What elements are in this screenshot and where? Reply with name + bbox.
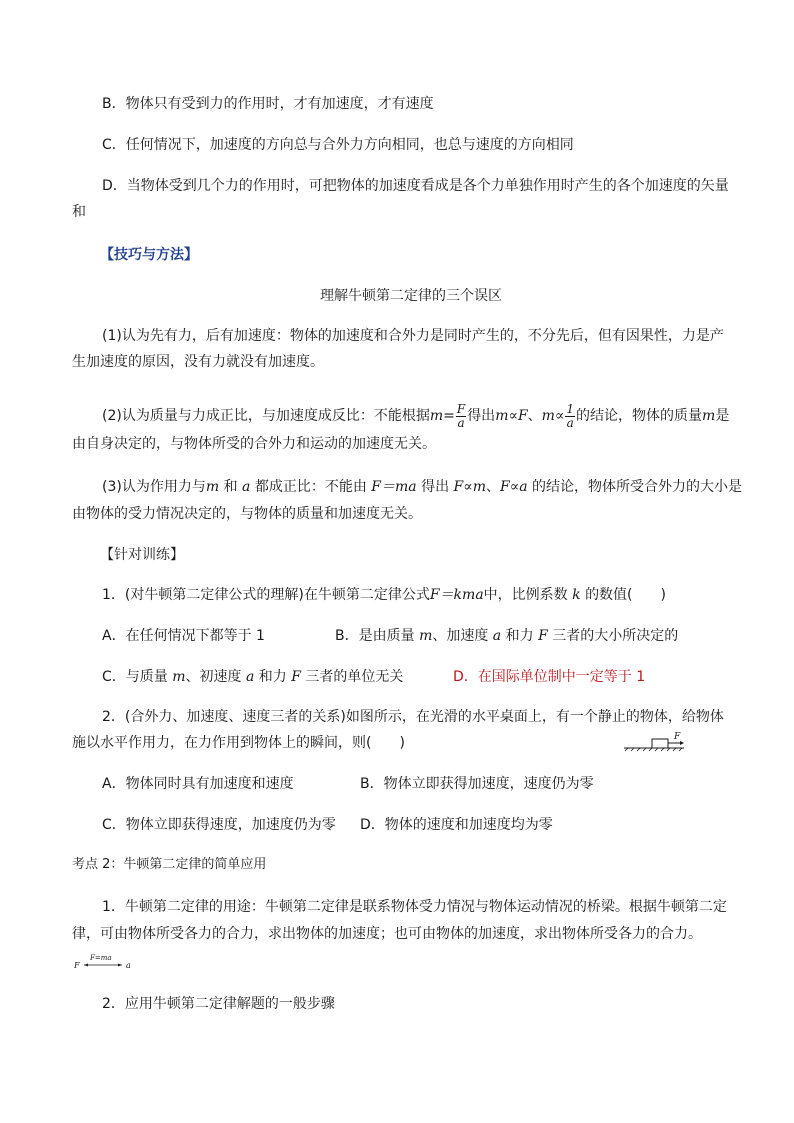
training-heading: 【针对训练】 bbox=[100, 547, 184, 563]
point2-p1-line1: 1．牛顿第二定律的用途：牛顿第二定律是联系物体受力情况与物体运动情况的桥梁。根据牛顿第二定 bbox=[102, 899, 727, 915]
option-b: B．物体只有受到力的作用时，才有加速度，才有速度 bbox=[102, 96, 434, 112]
tips-p2-line1 bbox=[102, 401, 729, 431]
q1-option-d-answer: D．在国际单位制中一定等于 1 bbox=[453, 669, 646, 685]
option-d-line1: D．当物体受到几个力的作用时，可把物体的加速度看成是各个力单独作用时产生的各个加速度的矢量 bbox=[102, 178, 729, 194]
point2-relation-diagram bbox=[72, 950, 142, 972]
p2-frac-1-over-a: $\frac{1}{a}$ bbox=[566, 401, 575, 430]
q1-option-c: C．与质量 m、初速度 a 和力 F 三者的单位无关 bbox=[102, 669, 404, 685]
p2-mF: m∝F bbox=[495, 408, 528, 424]
p2-eq: = bbox=[443, 408, 455, 424]
tips-p3-line2: 由物体的受力情况决定的，与物体的质量和加速度无关。 bbox=[72, 506, 422, 522]
diagram-left-label: F bbox=[74, 961, 80, 970]
q1-option-a: A．在任何情况下都等于 1 bbox=[102, 628, 265, 644]
point2-heading: 考点 2：牛顿第二定律的简单应用 bbox=[72, 857, 267, 872]
q1-option-b: B．是由质量 m、加速度 a 和力 F 三者的大小所决定的 bbox=[335, 628, 679, 644]
p2-end: 是 bbox=[715, 408, 730, 424]
tips-title: 理解牛顿第二定律的三个误区 bbox=[320, 288, 502, 304]
p2-m: m bbox=[429, 408, 444, 424]
p2-m2: m∝ bbox=[541, 408, 565, 424]
p2-frac-f-over-a: $\frac{F}{a}$ bbox=[456, 401, 466, 430]
q2-stem-line1: 2．(合外力、加速度、速度三者的关系)如图所示，在光滑的水平桌面上，有一个静止的物体，给物体 bbox=[102, 709, 724, 725]
point2-p1-line2: 律，可由物体所受各力的合力，求出物体的加速度；也可由物体的加速度，求出物体所受各力的合力。 bbox=[72, 926, 702, 942]
p2-pre: (2)认为质量与力成正比，与加速度成反比：不能根据 bbox=[102, 408, 430, 424]
q1-stem: 1．(对牛顿第二定律公式的理解)在牛顿第二定律公式F＝kma中，比例系数 k 的数值( ) bbox=[102, 587, 666, 603]
diagram-right-label: a bbox=[126, 961, 131, 970]
q2-block-figure bbox=[622, 728, 688, 752]
point2-p2: 2．应用牛顿第二定律解题的一般步骤 bbox=[102, 996, 335, 1012]
q2-figure-force-label: F bbox=[674, 732, 681, 742]
p2-sep: 、 bbox=[527, 408, 542, 424]
q2-option-c: C．物体立即获得速度，加速度仍为零 bbox=[102, 817, 336, 833]
p2-mid: 得出 bbox=[467, 408, 496, 424]
option-d-line2: 和 bbox=[72, 204, 86, 220]
tips-p3-line1: (3)认为作用力与m 和 a 都成正比：不能由 F＝ma 得出 F∝m、F∝a 的结论，物体所受合外力的大小是 bbox=[102, 479, 743, 495]
q2-option-a: A．物体同时具有加速度和速度 bbox=[102, 776, 294, 792]
tips-heading: 【技巧与方法】 bbox=[100, 247, 198, 263]
p2-m3: m bbox=[702, 408, 716, 424]
diagram-formula-label: F=ma bbox=[90, 954, 112, 962]
tips-p1-line1: (1)认为先有力，后有加速度：物体的加速度和合外力是同时产生的，不分先后，但有因果性，力是产 bbox=[102, 328, 724, 344]
p2-post: 的结论，物体的质量 bbox=[576, 408, 703, 424]
tips-p2-line2: 由自身决定的，与物体所受的合外力和运动的加速度无关。 bbox=[72, 436, 436, 452]
tips-p1-line2: 生加速度的原因，没有力就没有加速度。 bbox=[72, 354, 324, 370]
q2-option-d: D．物体的速度和加速度均为零 bbox=[360, 817, 553, 833]
option-c: C．任何情况下，加速度的方向总与合外力方向相同，也总与速度的方向相同 bbox=[102, 137, 574, 153]
q2-stem-line2: 施以水平作用力，在力作用到物体上的瞬间，则( ) bbox=[72, 735, 405, 751]
q2-option-b: B．物体立即获得加速度，速度仍为零 bbox=[360, 776, 594, 792]
